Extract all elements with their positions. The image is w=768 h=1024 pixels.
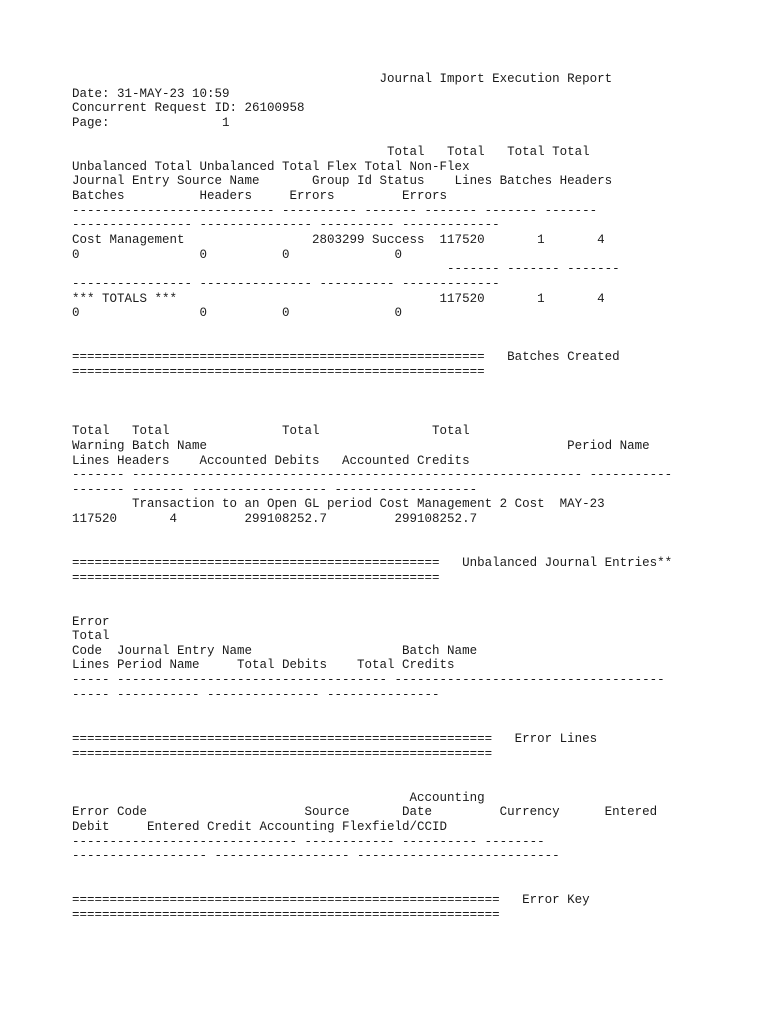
report-line: ----- ------------------------------------ ------------------------------------ [72, 673, 665, 687]
report-line: Warning Batch Name Period Name [72, 439, 650, 453]
report-line: ------------------ ------------------ --------------------------- [72, 849, 560, 863]
report-line: Journal Import Execution Report [72, 72, 613, 86]
report-line: 117520 4 299108252.7 299108252.7 [72, 512, 478, 526]
report-line: ------- ------------------------------------------------------------ ----------- [72, 468, 673, 482]
report-line: Error Code Source Date Currency Entered [72, 805, 658, 819]
report-line: Journal Entry Source Name Group Id Status Lines Batches Headers [72, 174, 613, 188]
report-line: Total Total Total Total [72, 145, 590, 159]
report-line: ======================================================== [72, 747, 493, 761]
report-line: 0 0 0 0 [72, 248, 403, 262]
section-header-error-key: ========================================================= Error Key [72, 893, 590, 907]
report-line: ------- ------- ------------------ ------------------- [72, 483, 478, 497]
report-line: Error [72, 615, 110, 629]
report-line: Total [72, 629, 110, 643]
report-line: *** TOTALS *** 117520 1 4 [72, 292, 605, 306]
report-line: Concurrent Request ID: 26100958 [72, 101, 305, 115]
section-header-unbalanced-journal-entries: ================================================= Unbalanced Journal Entries** [72, 556, 673, 570]
report-line: ========================================================= [72, 908, 500, 922]
report-line: Batches Headers Errors Errors [72, 189, 448, 203]
section-header-error-lines: ======================================================== Error Lines [72, 732, 598, 746]
report-line: ---------------- --------------- ---------- ------------- [72, 277, 500, 291]
report-line: Transaction to an Open GL period Cost Management 2 Cost MAY-23 [72, 497, 605, 511]
report-line: ----- ----------- --------------- --------------- [72, 688, 440, 702]
report-line: Cost Management 2803299 Success 117520 1 4 [72, 233, 605, 247]
report-line: ---------------- --------------- ---------- ------------- [72, 218, 500, 232]
report-line: ================================================= [72, 571, 440, 585]
report-line: Lines Headers Accounted Debits Accounted Credits [72, 454, 470, 468]
report-line: Date: 31-MAY-23 10:59 [72, 87, 230, 101]
report-line: Lines Period Name Total Debits Total Credits [72, 658, 455, 672]
report-line: 0 0 0 0 [72, 306, 403, 320]
report-line: Total Total Total Total [72, 424, 470, 438]
report-line: ------------------------------ ------------ ---------- -------- [72, 835, 545, 849]
section-header-batches-created: ======================================================= Batches Created [72, 350, 620, 364]
report-line: --------------------------- ---------- ------- ------- ------- ------- [72, 204, 598, 218]
report-line: Accounting [72, 791, 485, 805]
report-line: ------- ------- ------- [72, 262, 620, 276]
report-line: ======================================================= [72, 365, 485, 379]
report-line: Unbalanced Total Unbalanced Total Flex Total Non-Flex [72, 160, 470, 174]
report-line: Debit Entered Credit Accounting Flexfield/CCID [72, 820, 448, 834]
report-line: Code Journal Entry Name Batch Name [72, 644, 478, 658]
report-line: Page: 1 [72, 116, 230, 130]
